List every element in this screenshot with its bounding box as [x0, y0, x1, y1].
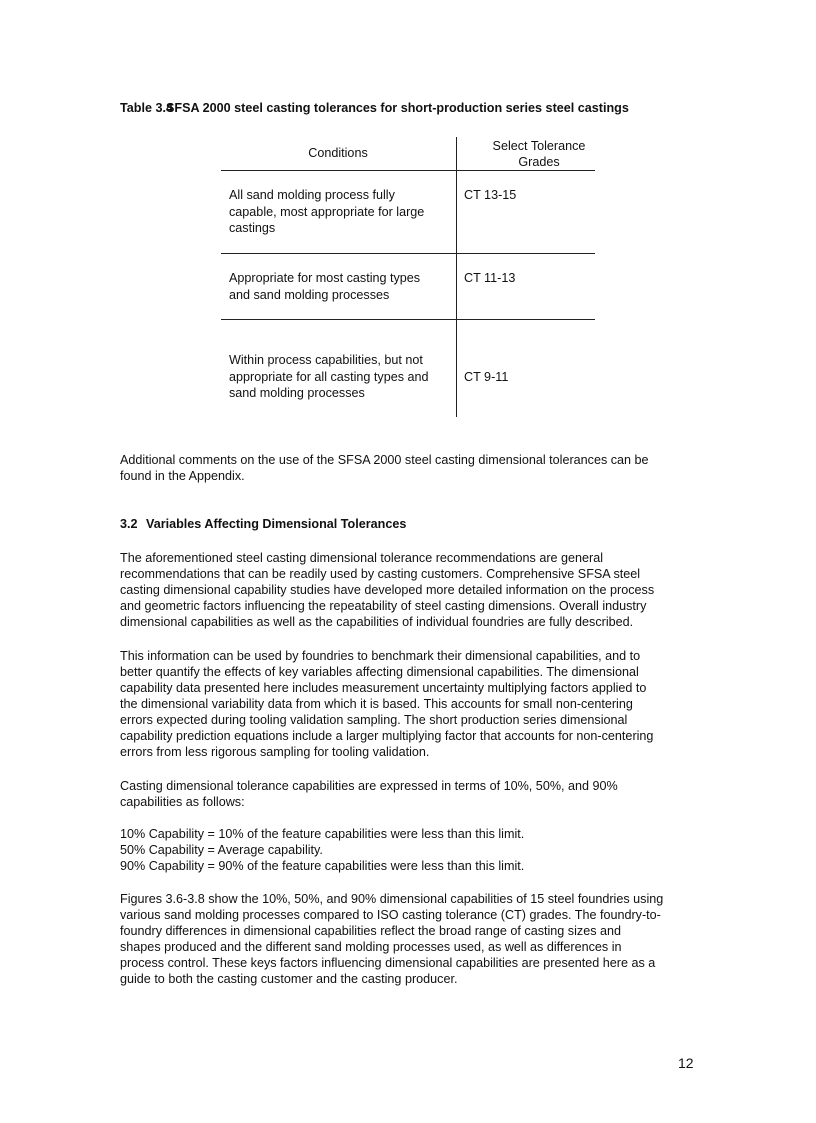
text-line: capability prediction equations include a larger multiplying factor that accounts for non-centering	[120, 729, 654, 743]
text-line: the dimensional variability data from which it is based. This accounts for small non-centering	[120, 697, 633, 711]
text-line: errors from less rigorous sampling for tooling validation.	[120, 745, 430, 759]
column-divider	[456, 137, 457, 417]
header-rule	[221, 170, 595, 171]
cell-line: and sand molding processes	[229, 287, 390, 302]
list-item: 90% Capability = 90% of the feature capabilities were less than this limit.	[120, 859, 525, 873]
text-line: capabilities as follows:	[120, 795, 245, 809]
header-grades	[460, 138, 618, 170]
paragraph-1	[120, 550, 705, 630]
text-line: This information can be used by foundries to benchmark their dimensional capabilities, and to	[120, 649, 641, 663]
text-line: shapes produced and the different sand molding processes used, as well as differences in	[120, 940, 622, 954]
section-title: Variables Affecting Dimensional Tolerances	[146, 517, 407, 531]
table-title: SFSA 2000 steel casting tolerances for short-production series steel castings	[166, 101, 629, 115]
header-grades-line2: Grades	[518, 155, 560, 169]
paragraph-2	[120, 648, 705, 760]
text-line: casting dimensional capability studies have developed more detailed information on the process	[120, 583, 655, 597]
table-number: Table 3.4	[120, 101, 173, 115]
text-line: guide to both the casting customer and the casting producer.	[120, 972, 458, 986]
text-line: Casting dimensional tolerance capabilities are expressed in terms of 10%, 50%, and 90%	[120, 779, 618, 793]
row-rule	[221, 319, 595, 320]
text-line: better quantify the effects of key variables affecting dimensional capabilities. The dimensional	[120, 665, 639, 679]
text-line: process control. These keys factors influencing dimensional capabilities are presented here as a	[120, 956, 656, 970]
text-line: Additional comments on the use of the SFSA 2000 steel casting dimensional tolerances can be	[120, 453, 649, 467]
page-number: 12	[678, 1055, 694, 1071]
header-grades-line1: Select Tolerance	[492, 139, 586, 153]
section-number: 3.2	[120, 517, 138, 531]
text-line: various sand molding processes compared to ISO casting tolerance (CT) grades. The foundry-to-	[120, 908, 661, 922]
text-line: found in the Appendix.	[120, 469, 245, 483]
cell-line: sand molding processes	[229, 386, 365, 401]
cell-line: castings	[229, 221, 276, 236]
list-item: 50% Capability = Average capability.	[120, 843, 323, 857]
row-2-condition	[229, 270, 453, 303]
section-heading	[120, 517, 406, 531]
cell-line: Appropriate for most casting types	[229, 271, 421, 285]
row-1-grade: CT 13-15	[464, 188, 517, 202]
text-line: The aforementioned steel casting dimensional tolerance recommendations are general	[120, 551, 604, 565]
paragraph-additional-comments	[120, 452, 705, 484]
row-1-condition	[229, 187, 453, 237]
cell-line: Within process capabilities, but not	[229, 353, 423, 367]
text-line: recommendations that can be readily used by casting customers. Comprehensive SFSA steel	[120, 567, 641, 581]
row-rule	[221, 253, 595, 254]
text-line: dimensional capabilities as well as the capabilities of individual foundries are fully described.	[120, 615, 634, 629]
paragraph-4	[120, 891, 705, 987]
text-line: capability data presented here includes measurement uncertainty multiplying factors applied to	[120, 681, 647, 695]
text-line: and geometric factors influencing the repeatability of steel casting dimensions. Overall industry	[120, 599, 647, 613]
cell-line: All sand molding process fully	[229, 188, 395, 202]
capability-list	[120, 826, 705, 874]
row-3-grade: CT 9-11	[464, 370, 509, 384]
cell-line: appropriate for all casting types and	[229, 369, 429, 384]
list-item: 10% Capability = 10% of the feature capabilities were less than this limit.	[120, 827, 525, 841]
table-caption	[120, 101, 629, 115]
text-line: foundry differences in dimensional capabilities reflect the broad range of casting sizes and	[120, 924, 622, 938]
header-conditions: Conditions	[308, 146, 368, 160]
cell-line: capable, most appropriate for large	[229, 204, 425, 219]
row-3-condition	[229, 352, 453, 402]
text-line: Figures 3.6-3.8 show the 10%, 50%, and 90% dimensional capabilities of 15 steel foundries using	[120, 892, 664, 906]
paragraph-3	[120, 778, 705, 810]
text-line: errors expected during tooling validation sampling. The short production series dimensional	[120, 713, 628, 727]
row-2-grade: CT 11-13	[464, 271, 516, 285]
